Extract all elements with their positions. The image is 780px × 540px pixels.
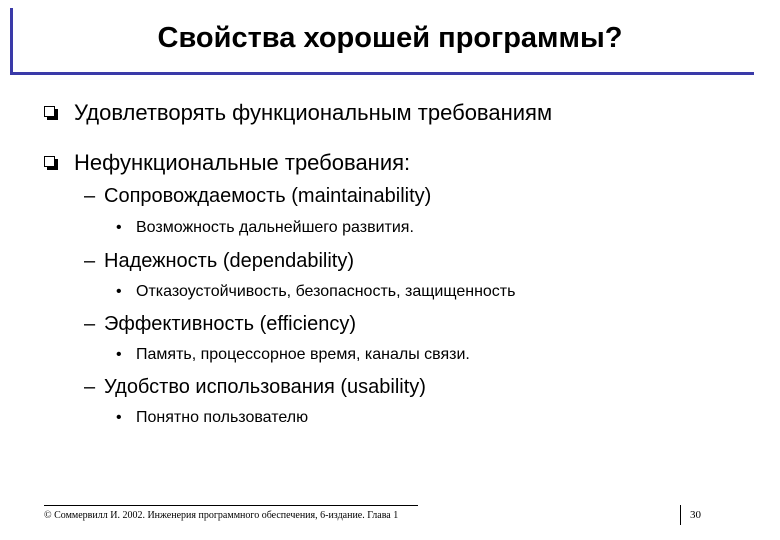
footer-citation: © Соммервилл И. 2002. Инженерия программного обеспечения, 6-издание. Глава 1: [44, 510, 399, 521]
detail-item: [116, 219, 414, 237]
detail-item: [116, 409, 308, 427]
checkbox-bullet-icon: [44, 106, 55, 117]
detail-item: [116, 283, 515, 301]
footer-rule: [44, 505, 418, 506]
dot-bullet-icon: •: [116, 283, 122, 300]
detail-text: Возможность дальнейшего развития.: [136, 219, 414, 236]
dash-bullet-icon: –: [84, 185, 96, 207]
dot-bullet-icon: •: [116, 219, 122, 236]
checkbox-bullet-icon: [44, 156, 55, 167]
page-number-rule: [680, 505, 681, 525]
sub-bullet-item: [84, 250, 354, 273]
sub-bullet-item: [84, 313, 356, 336]
detail-text: Память, процессорное время, каналы связи.: [136, 346, 470, 363]
slide-title: Свойства хорошей программы?: [157, 22, 623, 54]
dot-bullet-icon: •: [116, 346, 122, 363]
dash-bullet-icon: –: [84, 313, 96, 335]
dash-bullet-icon: –: [84, 250, 96, 272]
sub-bullet-text: Сопровождаемость (maintainability): [104, 185, 432, 207]
bullet-text: Удовлетворять функциональным требованиям: [74, 100, 553, 125]
sub-bullet-text: Удобство использования (usability): [104, 376, 426, 398]
sub-bullet-text: Эффективность (efficiency): [104, 313, 356, 335]
sub-bullet-item: [84, 376, 426, 399]
detail-text: Отказоустойчивость, безопасность, защищенность: [136, 283, 516, 300]
dash-bullet-icon: –: [84, 376, 96, 398]
bullet-text: Нефункциональные требования:: [74, 150, 411, 175]
sub-bullet-text: Надежность (dependability): [104, 250, 355, 272]
detail-item: [116, 346, 470, 364]
dot-bullet-icon: •: [116, 409, 122, 426]
sub-bullet-item: [84, 185, 431, 208]
detail-text: Понятно пользователю: [136, 409, 309, 426]
page-number: 30: [690, 509, 701, 521]
title-underline: [10, 72, 754, 75]
